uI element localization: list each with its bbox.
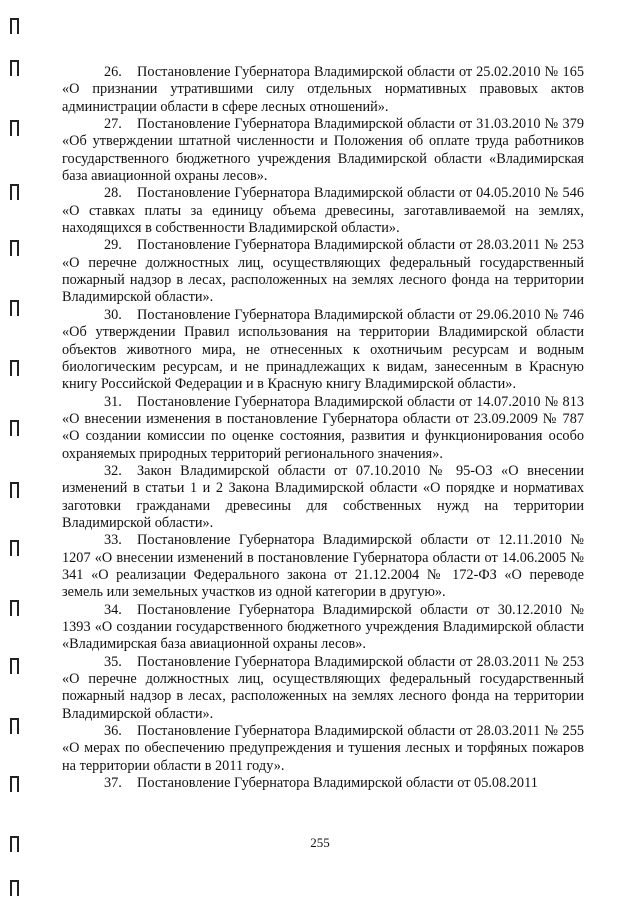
- item-number: 28.: [104, 185, 122, 202]
- list-item: [62, 775, 584, 792]
- item-text: Постановление Губернатора Владимирской области от 14.07.2010 № 813 «О внесении изменения в постановление Губернатора области от 23.09.2009 № 787 «О создании комиссии по оценке состояния, развития и функционирования особо охраняемых природных территорий регионального значения».: [62, 393, 584, 462]
- binding-hook: [10, 18, 19, 34]
- binding-hook: [10, 658, 19, 674]
- list-item: [62, 602, 584, 654]
- item-text: Постановление Губернатора Владимирской области от 12.11.2010 № 1207 «О внесении изменений в постановление Губернатора области от 14.06.2005 № 341 «О реализации Федерального закона от 21.12.2004 № 172-ФЗ «О переводе земель или земельных участков из одной категории в другую».: [62, 532, 584, 601]
- item-text: Постановление Губернатора Владимирской области от 28.03.2011 № 255 «О мерах по обеспечению предупреждения и тушения лесных и торфяных пожаров на территории области в 2011 году».: [62, 723, 584, 774]
- item-number: 33.: [104, 532, 122, 549]
- list-item: [62, 64, 584, 116]
- item-number: 27.: [104, 116, 122, 133]
- binding-hook: [10, 776, 19, 792]
- item-number: 30.: [104, 306, 122, 323]
- item-number: 37.: [104, 775, 122, 792]
- item-number: 26.: [104, 64, 122, 80]
- list-item: [62, 307, 584, 394]
- item-text: Постановление Губернатора Владимирской области от 05.08.2011: [137, 775, 538, 792]
- item-text: Постановление Губернатора Владимирской области от 29.06.2010 № 746 «Об утверждении Правил использования на территории Владимирской области объектов животного мира, не отнесенных к охотничьим ресурсам и водным биологическим ресурсам, и не принадлежащих к видам, занесенным в Красную книгу Российской Федерации и в Красную книгу Владимирской области».: [62, 306, 584, 393]
- list-item: [62, 237, 584, 306]
- item-number: 35.: [104, 653, 122, 670]
- item-number: 36.: [104, 723, 122, 740]
- binding-hook: [10, 360, 19, 376]
- item-text: Постановление Губернатора Владимирской области от 28.03.2011 № 253 «О перечне должностных лиц, осуществляющих федеральный государственный пожарный надзор в лесах, расположенных на землях лесного фонда на территории Владимирской области».: [62, 237, 584, 306]
- item-text: Закон Владимирской области от 07.10.2010 № 95-ОЗ «О внесении изменений в статьи 1 и 2 Закона Владимирской области «О порядке и нормативах заготовки гражданами древесины для собственных нужд на территории Владимирской области».: [62, 462, 584, 531]
- binding-hook: [10, 120, 19, 136]
- list-item: [62, 463, 584, 532]
- binding-hook: [10, 60, 19, 76]
- list-item: [62, 185, 584, 237]
- document-body: [62, 64, 584, 792]
- list-item: [62, 654, 584, 723]
- binding-hook: [10, 240, 19, 256]
- item-text: Постановление Губернатора Владимирской области от 25.02.2010 № 165 «О признании утратившими силу отдельных нормативных правовых актов администрации области в сфере лесных отношений».: [62, 64, 584, 115]
- item-number: 32.: [104, 462, 122, 479]
- binding-hook: [10, 600, 19, 616]
- list-item: [62, 116, 584, 185]
- list-item: [62, 394, 584, 463]
- item-text: Постановление Губернатора Владимирской области от 28.03.2011 № 253 «О перечне должностных лиц, осуществляющих федеральный государственный пожарный надзор в лесах, расположенных на землях лесного фонда на территории Владимирской области».: [62, 653, 584, 722]
- list-item: [62, 532, 584, 601]
- binding-hook: [10, 300, 19, 316]
- binding-hook: [10, 420, 19, 436]
- item-number: 31.: [104, 393, 122, 410]
- binding-hook: [10, 482, 19, 498]
- page-number: 255: [310, 835, 330, 850]
- binding-hook: [10, 718, 19, 734]
- binding-hook: [10, 540, 19, 556]
- binding-hook: [10, 880, 19, 896]
- list-item: [62, 723, 584, 775]
- item-number: 29.: [104, 237, 122, 254]
- binding-hook: [10, 184, 19, 200]
- item-number: 34.: [104, 601, 122, 618]
- binding-edge: [0, 0, 30, 905]
- item-text: Постановление Губернатора Владимирской области от 30.12.2010 № 1393 «О создании государственного бюджетного учреждения Владимирской области «Владимирская база авиационной охраны лесов».: [62, 601, 584, 653]
- item-text: Постановление Губернатора Владимирской области от 04.05.2010 № 546 «О ставках платы за единицу объема древесины, заготавливаемой на землях, находящихся в собственности Владимирской области».: [62, 185, 584, 237]
- item-text: Постановление Губернатора Владимирской области от 31.03.2010 № 379 «Об утверждении штатной численности и Положения об оплате труда работников государственного бюджетного учреждения Владимирской области «Владимирская база авиационной охраны лесов».: [62, 116, 584, 185]
